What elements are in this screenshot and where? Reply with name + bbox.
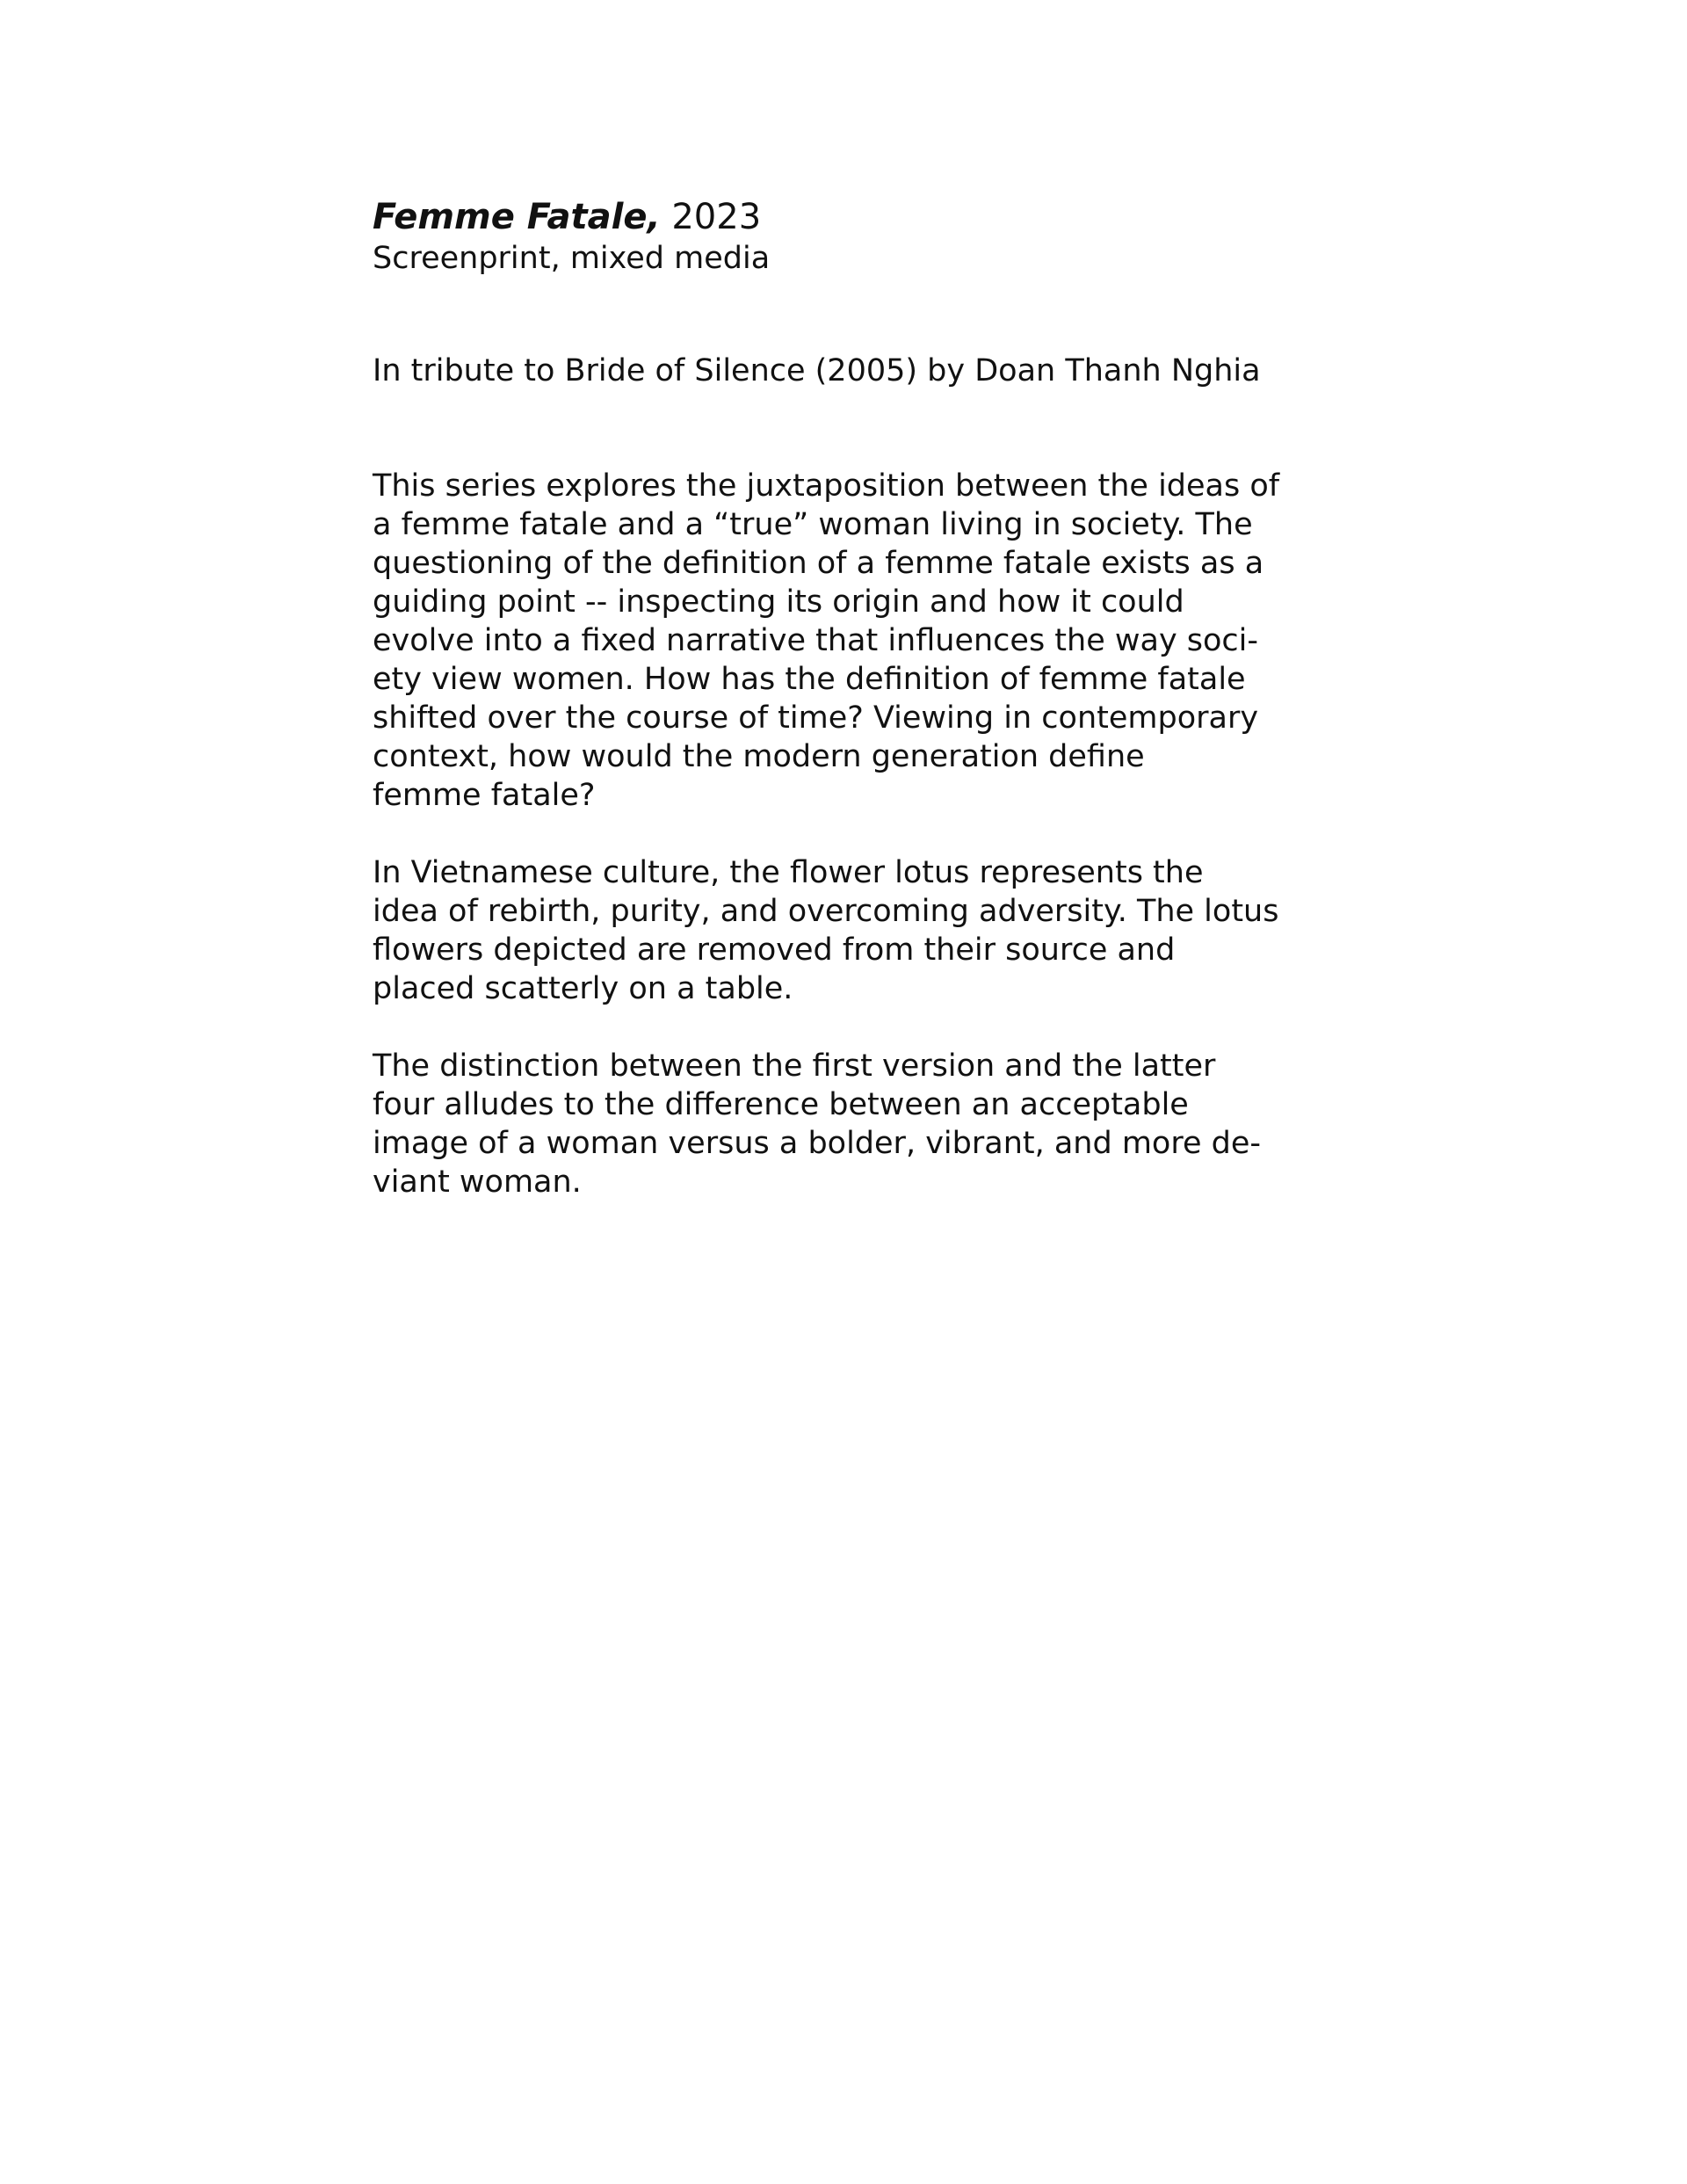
document-page: [373, 195, 1339, 1201]
paragraph-line: femme fatale?: [373, 778, 596, 813]
paragraph-lotus: [373, 853, 1339, 1008]
paragraph-intro: [373, 467, 1339, 815]
paragraph-line: guiding point -- inspecting its origin and how it could: [373, 584, 1184, 620]
paragraph-line: a femme fatale and a “true” woman living in society. The: [373, 507, 1253, 542]
paragraph-line: This series explores the juxtaposition between the ideas of: [373, 468, 1280, 504]
paragraph-line: placed scatterly on a table.: [373, 971, 793, 1006]
tribute-text: In tribute to Bride of Silence (2005) by Doan Thanh Nghia: [373, 353, 1261, 388]
paragraph-line: evolve into a fixed narrative that influences the way soci-: [373, 623, 1259, 658]
artwork-medium: Screenprint, mixed media: [373, 241, 771, 276]
paragraph-line: flowers depicted are removed from their source and: [373, 932, 1176, 968]
artwork-title-line: [373, 195, 1339, 239]
paragraph-line: viant woman.: [373, 1165, 582, 1200]
paragraph-line: ety view women. How has the definition of femme fatale: [373, 662, 1246, 697]
paragraph-line: In Vietnamese culture, the flower lotus represents the: [373, 855, 1204, 890]
paragraph-line: context, how would the modern generation define: [373, 739, 1145, 774]
paragraph-line: image of a woman versus a bolder, vibrant, and more de-: [373, 1126, 1261, 1161]
artwork-year: 2023: [671, 197, 762, 237]
paragraph-line: four alludes to the difference between an acceptable: [373, 1087, 1189, 1122]
artwork-title: Femme Fatale,: [373, 197, 661, 237]
paragraph-line: questioning of the definition of a femme fatale exists as a: [373, 546, 1264, 581]
paragraph-line: idea of rebirth, purity, and overcoming adversity. The lotus: [373, 894, 1279, 929]
paragraph-line: The distinction between the first version and the latter: [373, 1048, 1216, 1084]
paragraph-distinction: [373, 1047, 1339, 1201]
paragraph-line: shifted over the course of time? Viewing in contemporary: [373, 700, 1259, 736]
